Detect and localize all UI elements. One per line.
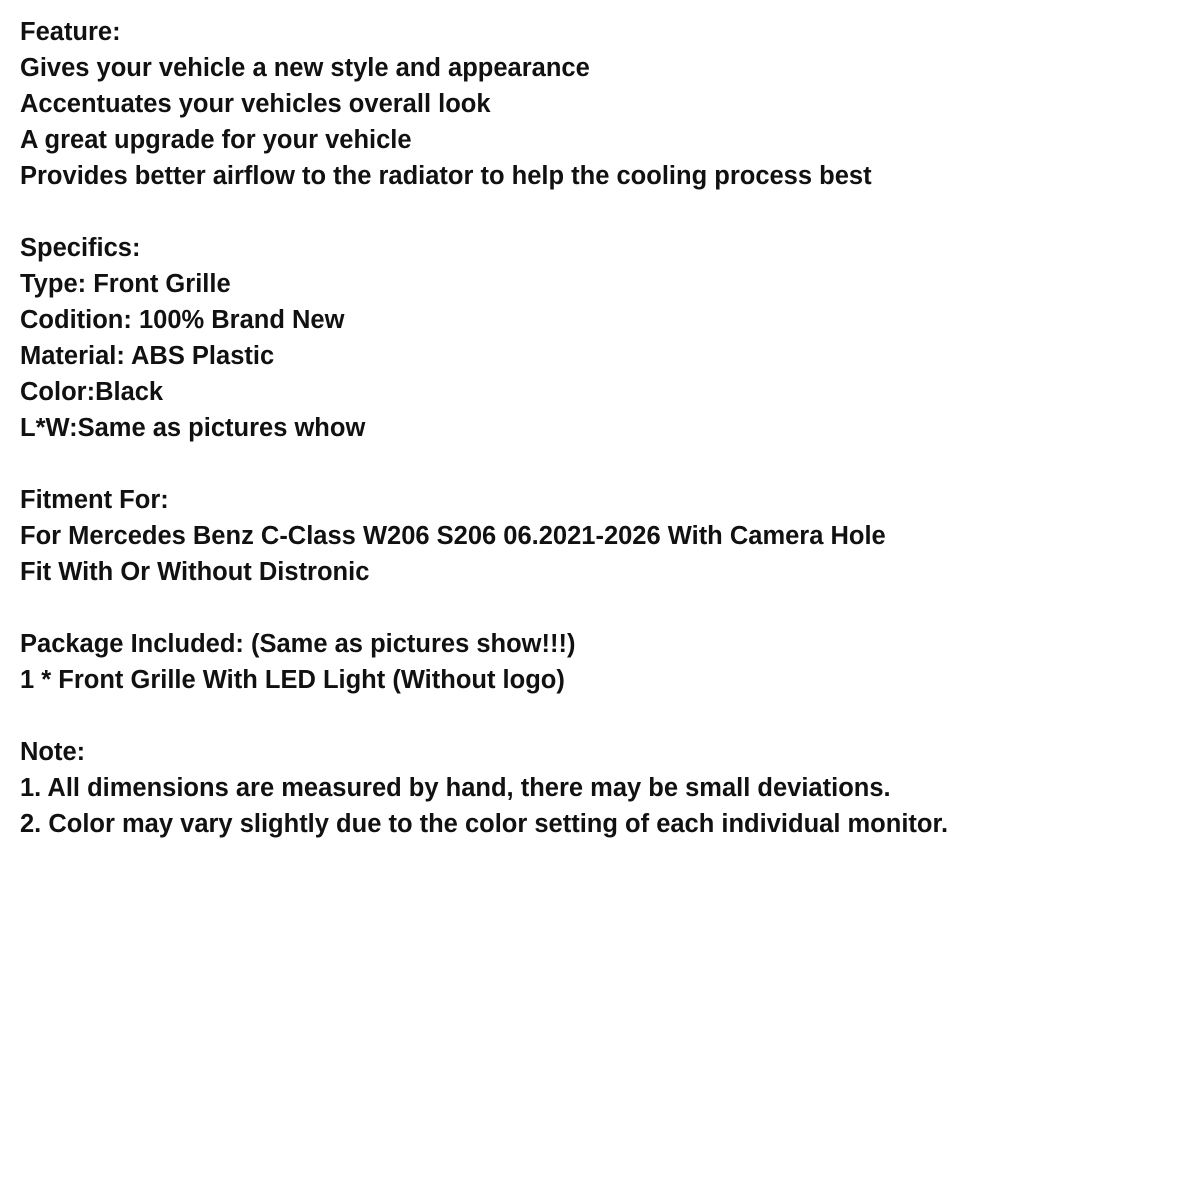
fitment-section [20,482,1180,590]
fitment-line: Fit With Or Without Distronic [20,558,370,586]
note-section [20,734,1180,842]
note-heading: Note: [20,738,86,766]
package-heading: Package Included: (Same as pictures show!!!) [20,630,576,658]
feature-line: Gives your vehicle a new style and appearance [20,54,590,82]
feature-line: Provides better airflow to the radiator to help the cooling process best [20,162,872,190]
specifics-line: Material: ABS Plastic [20,342,275,370]
product-description [20,14,1180,878]
feature-line: A great upgrade for your vehicle [20,126,412,154]
feature-line: Accentuates your vehicles overall look [20,90,491,118]
note-line: 1. All dimensions are measured by hand, there may be small deviations. [20,774,891,802]
feature-section [20,14,1180,194]
specifics-section [20,230,1180,446]
fitment-heading: Fitment For: [20,486,169,514]
specifics-heading: Specifics: [20,234,141,262]
specifics-line: Color:Black [20,378,164,406]
specifics-line: Codition: 100% Brand New [20,306,345,334]
specifics-line: Type: Front Grille [20,270,231,298]
fitment-line: For Mercedes Benz C-Class W206 S206 06.2021-2026 With Camera Hole [20,522,886,550]
specifics-line: L*W:Same as pictures whow [20,414,366,442]
feature-heading: Feature: [20,18,121,46]
package-section [20,626,1180,698]
note-line: 2. Color may vary slightly due to the color setting of each individual monitor. [20,810,949,838]
package-line: 1 * Front Grille With LED Light (Without logo) [20,666,565,694]
